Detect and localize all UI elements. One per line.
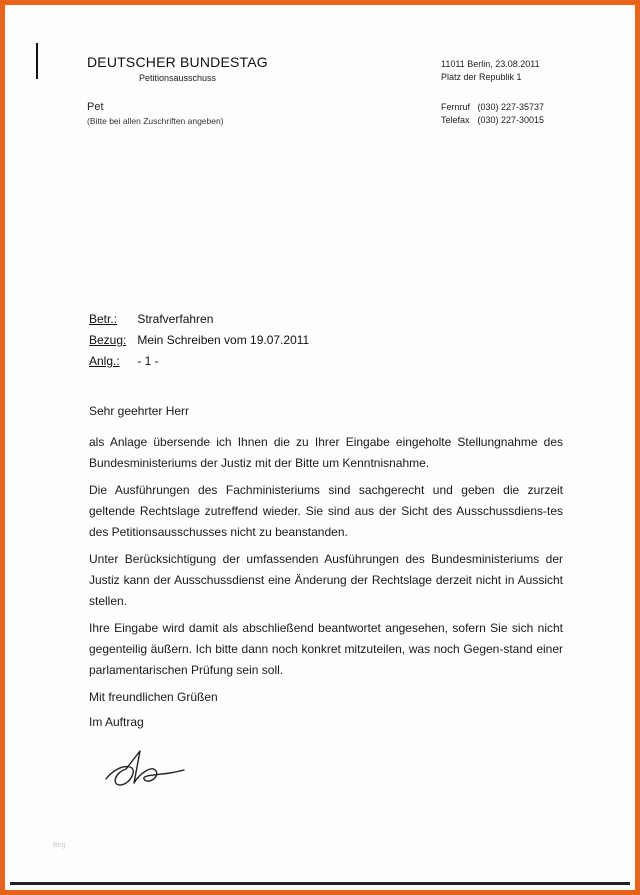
paragraph-4: Ihre Eingabe wird damit als abschließend beantwortet angesehen, sofern Sie sich nicht gegenteilig äußern. Ich bitte dann noch konkret mitzuteilen, was noch Gegen-stand einer parlamentarischen Prüfung sein soll. — [89, 621, 563, 677]
reference-block — [89, 309, 309, 372]
enclosure-line — [89, 351, 309, 372]
subject-line — [89, 309, 309, 330]
fax-line — [441, 114, 544, 127]
enclosure-label: Anlg.: — [89, 354, 120, 368]
margin-mark — [36, 43, 38, 79]
salutation: Sehr geehrter Herr — [89, 404, 190, 418]
reference-label: Bezug: — [89, 333, 127, 347]
reference-note: (Bitte bei allen Zuschriften angeben) — [87, 116, 224, 126]
organization-name: DEUTSCHER BUNDESTAG — [87, 54, 268, 70]
phone-label: Fernruf — [441, 102, 471, 112]
reference-code: Pet — [87, 101, 104, 113]
signature-icon — [100, 745, 190, 795]
on-behalf: Im Auftrag — [89, 715, 144, 729]
letter-body — [89, 401, 563, 737]
fax-label: Telefax — [441, 115, 470, 125]
letterhead-reference — [87, 101, 224, 126]
phone-number: (030) 227-35737 — [477, 102, 545, 112]
subject-label: Betr.: — [89, 312, 118, 326]
letterhead-contact — [441, 101, 544, 127]
subject-value: Strafverfahren — [137, 312, 214, 326]
street-address: Platz der Republik 1 — [441, 72, 522, 82]
paragraph-3: Unter Berücksichtigung der umfassenden Ausführungen des Bundesministeriums der Justiz kann der Ausschussdienst eine Änderung der Rechtslage derzeit nicht in Aussicht stellen. — [89, 552, 563, 608]
reference-line — [89, 330, 309, 351]
fax-number: (030) 227-30015 — [477, 115, 545, 125]
enclosure-value: - 1 - — [137, 354, 159, 368]
footer-mark: Beg — [53, 842, 66, 849]
phone-line — [441, 101, 544, 114]
department-name: Petitionsausschuss — [139, 73, 217, 83]
letterhead-sender — [87, 54, 268, 83]
closing: Mit freundlichen Grüßen — [89, 690, 218, 704]
paragraph-2: Die Ausführungen des Fachministeriums sind sachgerecht und geben die zurzeit geltende Rechtslage zutreffend wieder. Sie sind aus der Sicht des Ausschussdiens-tes des Petitionsausschusses nicht zu beanstanden. — [89, 483, 563, 539]
paragraph-1: als Anlage übersende ich Ihnen die zu Ihrer Eingabe eingeholte Stellungnahme des Bundesministeriums der Justiz mit der Bitte um Kenntnisnahme. — [89, 435, 563, 470]
letterhead-address — [441, 58, 540, 84]
city-date: 11011 Berlin, 23.08.2011 — [441, 59, 540, 69]
reference-value: Mein Schreiben vom 19.07.2011 — [137, 333, 310, 347]
bottom-rule — [10, 882, 630, 885]
